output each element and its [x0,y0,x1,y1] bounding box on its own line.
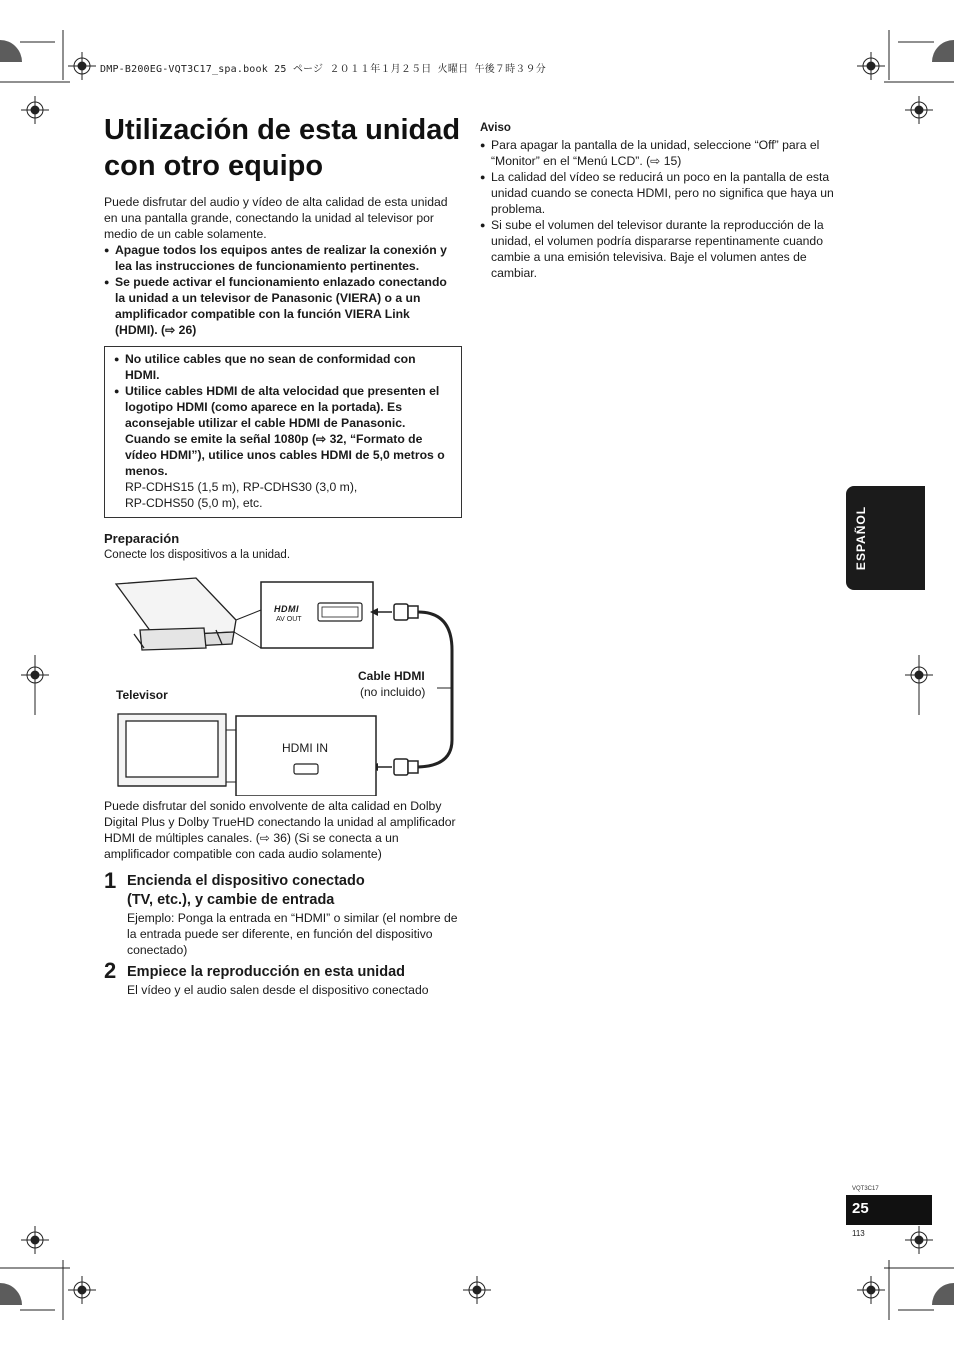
surround-paragraph: Puede disfrutar del sonido envolvente de alta calidad en Dolby Digital Plus y Dolby TrueHD conectando la unidad al amplificador HDMI de múltiples canales. (⇨ 36) (Si se conecta a un amplificador compatible con cada audio solamente) [104,799,456,861]
language-tab [846,486,925,590]
preparation-subtitle: Conecte los dispositivos a la unidad. [104,549,291,561]
step-2 [104,958,466,998]
model-code: VQT3C17 [852,1186,879,1192]
intro-paragraph: Puede disfrutar del audio y vídeo de alta calidad de esta unidad en una pantalla grande, conectando la unidad al televisor por medio de un cable solamente. [104,195,448,241]
step-1 [104,868,466,958]
step-title: Empiece la reproducción en esta unidad [127,964,405,980]
intro-bullet: ● Apague todos los equipos antes de realizar la conexión y lea las instrucciones de funcionamiento pertinentes. [104,242,454,274]
connection-diagram [104,570,464,796]
page-title-line2: con otro equipo [104,150,324,182]
player-unit-illustration [116,578,236,650]
intro-bullet: ● Se puede activar el funcionamiento enlazado conectando la unidad a un televisor de Panasonic (VIERA) o a un amplificador compatible con la función VIERA Link (HDMI). (⇨ 26) [104,274,454,338]
cable-note-box [104,346,462,518]
page-title [104,112,474,184]
aviso-bullet: ● Si sube el volumen del televisor durante la reproducción de la unidad, el volumen podría dispararse repentinamente cuando cambie a una emisión televisiva. Baje el volumen antes de cambiar. [480,217,835,281]
step-title: (TV, etc.), y cambie de entrada [127,892,335,908]
intro-section [104,194,454,338]
print-header-line: DMP-B200EG-VQT3C17_spa.book 25 ページ ２０１１年１月２５日 火曜日 午後７時３９分 [100,64,546,75]
step-title: Encienda el dispositivo conectado [127,873,365,889]
aviso-section [480,137,835,281]
cable-note: (no incluido) [360,685,426,699]
page-number: 25 [852,1200,869,1217]
language-tab-label: ESPAÑOL [854,505,868,571]
page-number-box [846,1195,932,1225]
note-bullet: ● No utilice cables que no sean de conformidad con HDMI. [114,351,452,383]
cable-models-line: RP-CDHS50 (5,0 m), etc. [125,496,263,510]
cable-label: Cable HDMI [358,669,425,683]
step-number: 1 [104,868,117,893]
cable-models-line: RP-CDHS15 (1,5 m), RP-CDHS30 (3,0 m), [125,480,358,494]
aviso-title: Aviso [480,122,511,134]
hdmi-in-port-icon [294,764,318,774]
note-bullet: ● Utilice cables HDMI de alta velocidad que presenten el logotipo HDMI (como aparece en la portada). Es aconsejable utilizar el cable HDMI de Panasonic. Cuando se emite la señal 1080p (⇨ 32, “Formato de vídeo HDMI”), utilice unos cables HDMI de 5,0 metros o menos. [114,383,452,479]
aviso-bullet: ● La calidad del vídeo se reducirá un poco en la pantalla de esta unidad cuando se conecta HDMI, pero no significa que haya un problema. [480,169,835,217]
step-description: El vídeo y el audio salen desde el dispositivo conectado [127,983,429,997]
tv-illustration [118,714,226,786]
hdmi-in-label: HDMI IN [282,741,328,755]
aviso-bullet: ● Para apagar la pantalla de la unidad, seleccione “Off” para el “Monitor” en el “Menú LCD”. (⇨ 15) [480,137,835,169]
sub-page-number: 113 [852,1229,865,1238]
hdmi-logo: HDMI [274,604,299,614]
step-description: Ejemplo: Ponga la entrada en “HDMI” o similar (el nombre de la entrada puede ser diferente, en función del dispositivo conectado) [127,911,458,957]
page-title-line1: Utilización de esta unidad [104,114,461,146]
tv-label: Televisor [116,688,168,702]
step-number: 2 [104,958,117,983]
av-out-label: AV OUT [276,616,302,623]
preparation-title: Preparación [104,531,180,546]
